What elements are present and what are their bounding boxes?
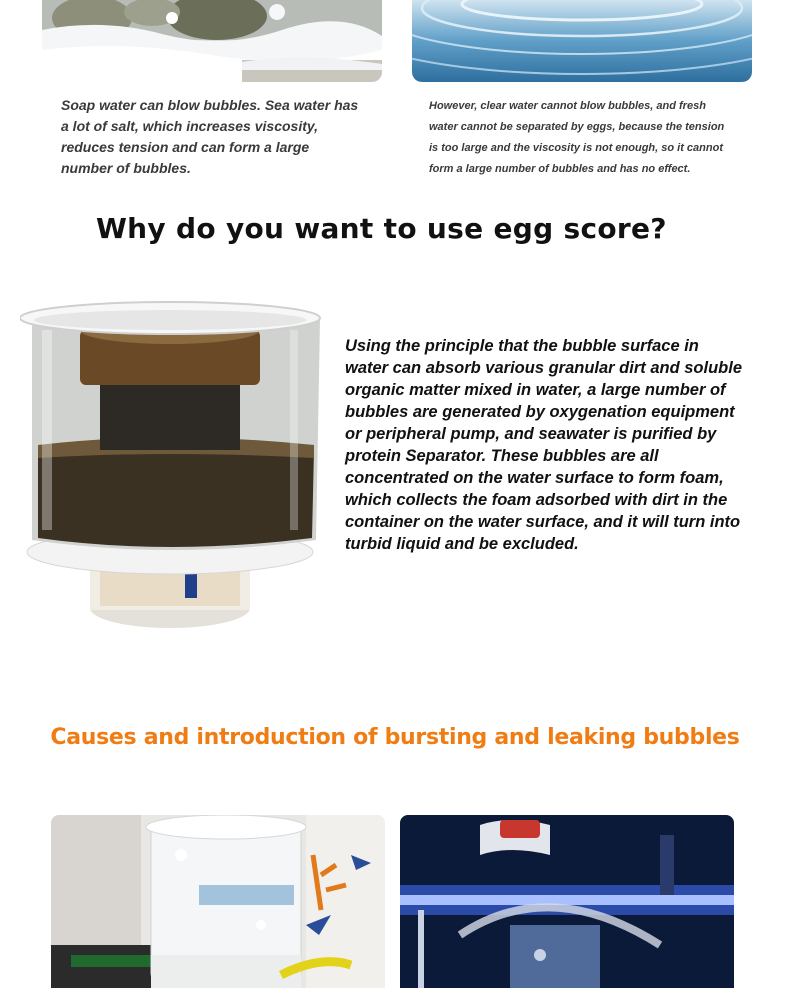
foaming-skimmer-photo	[51, 815, 385, 988]
sea-foam-photo	[42, 0, 382, 82]
clear-water-caption: However, clear water cannot blow bubbles, and fresh water cannot be separated by eggs, because the tension is too large and the viscosity is not enough, so it cannot form a large number of bubbles and has no effect.	[429, 100, 725, 175]
egg-score-explanation: Using the principle that the bubble surface in water can absorb various granular dirt and soluble organic matter mixed in water, a large number of bubbles are generated by oxygenation equipment or peripheral pump, and seawater is purified by protein Separator. These bubbles are all concentrated on the water surface to form foam, which collects the foam adsorbed with dirt in the container on the water surface, and it will turn into turbid liquid and be excluded.	[345, 337, 743, 553]
causes-heading: Causes and introduction of bursting and leaking bubbles	[50, 725, 740, 750]
soap-water-caption: Soap water can blow bubbles. Sea water has a lot of salt, which increases viscosity, reduces tension and can form a large number of bubbles.	[61, 97, 359, 176]
protein-skimmer-photo	[20, 290, 325, 635]
water-ripple-photo	[412, 0, 752, 82]
blue-tank-skimmer-photo	[400, 815, 734, 988]
why-use-heading: Why do you want to use egg score?	[96, 212, 667, 245]
